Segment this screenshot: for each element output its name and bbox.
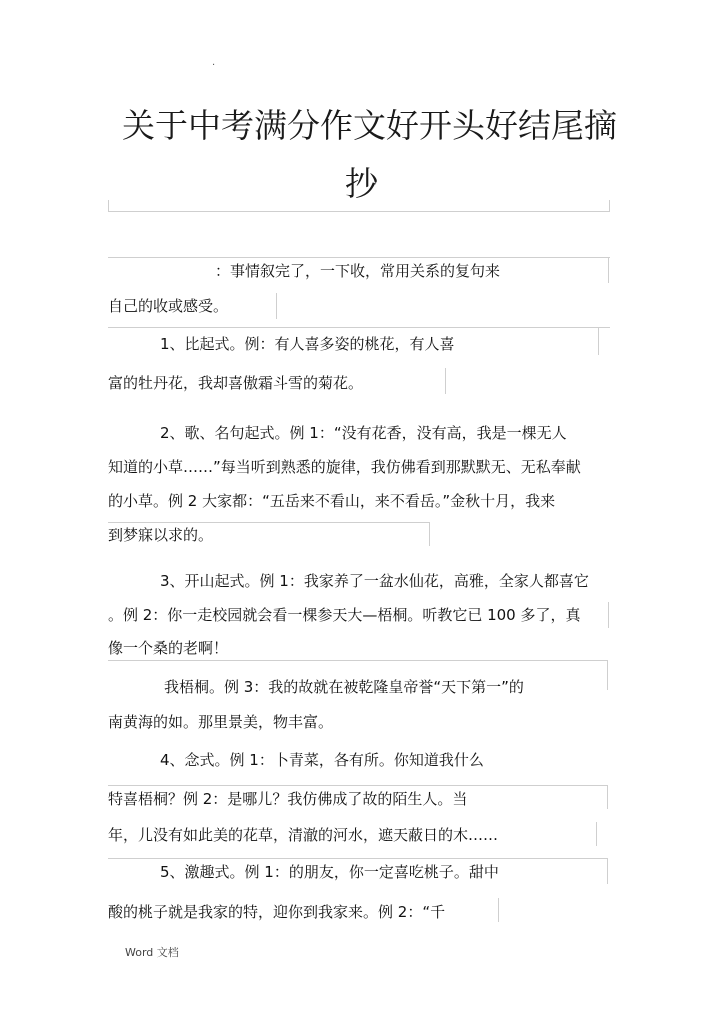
frame-rule [498,898,499,922]
frame-rule [108,660,608,661]
footer-label: Word 文档 [125,946,179,959]
frame-rule [596,822,597,846]
frame-rule [608,257,609,283]
frame-rule [429,522,430,546]
body-line: 2、歌、名句起式。例 1：“没有花香，没有高，我是一棵无人 [160,424,567,442]
body-line: 5、激趣式。例 1：的朋友，你一定喜吃桃子。甜中 [160,863,499,881]
frame-rule [598,327,599,355]
body-line: 自己的收或感受。 [108,297,229,315]
frame-rule [607,660,608,690]
frame-rule [108,327,610,328]
body-line: 南黄海的如。那里景美，物丰富。 [108,713,334,731]
frame-rule [108,522,430,523]
body-line: 4、念式。例 1：卜青菜，各有所。你知道我什么 [160,751,484,769]
body-line: ：事情叙完了，一下收，常用关系的复句来 [215,262,501,280]
frame-rule [108,785,608,786]
frame-rule [445,368,446,394]
body-line: 富的牡丹花，我却喜傲霜斗雪的菊花。 [108,374,364,392]
frame-rule [607,858,608,884]
frame-rule [276,293,277,319]
body-line: 年，儿没有如此美的花草，清澈的河水，遮天蔽日的木…… [108,826,499,844]
body-line: 。例 2：你一走校园就会看一棵参天大—梧桐。听教它已 100 多了，真 [108,606,581,624]
frame-rule [108,211,610,212]
body-line: 知道的小草……”每当听到熟悉的旋律，我仿佛看到那默默无、无私奉献 [108,458,581,476]
body-line: 酸的桃子就是我家的特，迎你到我家来。例 2：“千 [108,903,446,921]
body-line: 1、比起式。例：有人喜多姿的桃花，有人喜 [160,335,455,353]
body-line: 像一个桑的老啊！ [108,639,229,657]
frame-rule [108,257,610,258]
body-line: 特喜梧桐？例 2：是哪儿？我仿佛成了故的陌生人。当 [108,790,468,808]
body-line: 我梧桐。例 3：我的故就在被乾隆皇帝誉“天下第一”的 [164,678,524,696]
frame-rule [108,858,608,859]
body-line: 3、开山起式。例 1：我家养了一盆水仙花，高雅，全家人都喜它 [160,572,589,590]
body-line: 的小草。例 2 大家都：“五岳来不看山，来不看岳。”金秋十月，我来 [108,492,556,510]
frame-rule [609,200,610,212]
frame-rule [608,602,609,628]
decorative-dot: · [212,60,216,71]
frame-rule [607,785,608,809]
page-title-line-2: 抄 [345,164,378,203]
body-line: 到梦寐以求的。 [108,526,214,544]
page-title-line-1: 关于中考满分作文好开头好结尾摘 [122,106,617,145]
frame-rule [108,200,109,212]
